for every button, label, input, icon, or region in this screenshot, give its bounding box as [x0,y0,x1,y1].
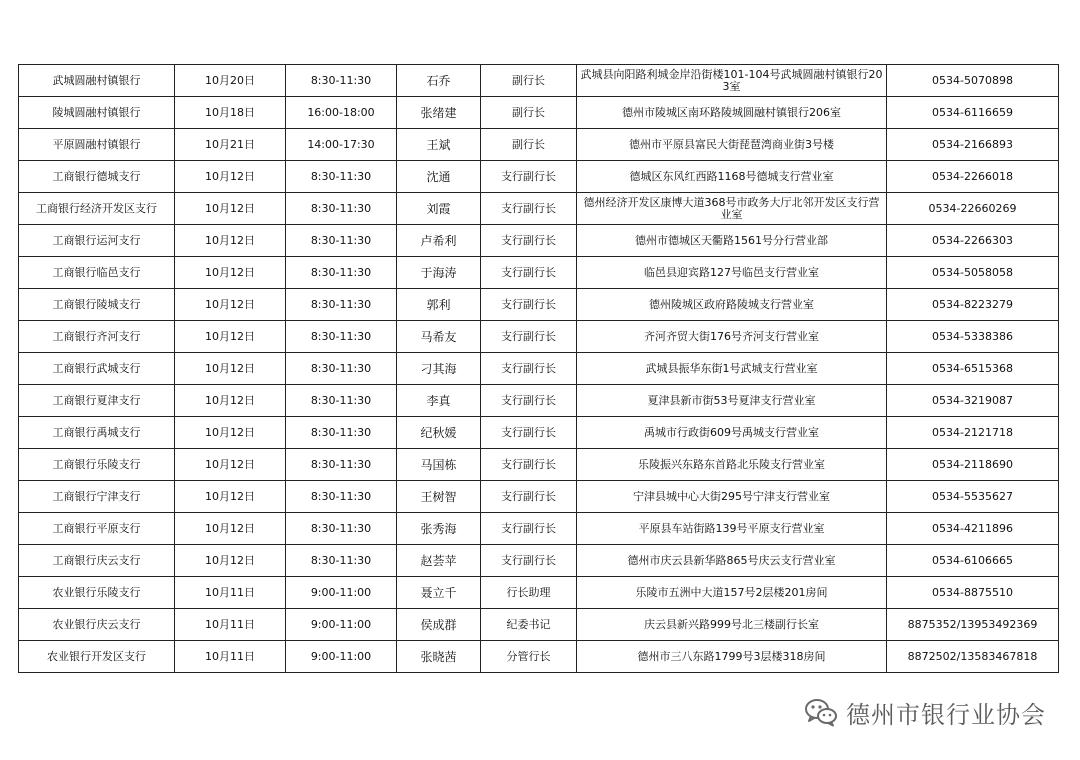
time-cell: 8:30-11:30 [286,289,397,321]
bank-cell: 农业银行乐陵支行 [19,577,175,609]
name-cell: 马国栋 [397,449,481,481]
table-row [19,641,1059,673]
date-cell: 10月12日 [175,417,286,449]
bank-cell: 工商银行禹城支行 [19,417,175,449]
time-cell: 9:00-11:00 [286,577,397,609]
bank-cell: 工商银行临邑支行 [19,257,175,289]
phone-cell: 0534-5535627 [887,481,1059,513]
name-cell: 刁其海 [397,353,481,385]
time-cell: 8:30-11:30 [286,161,397,193]
bank-cell: 农业银行开发区支行 [19,641,175,673]
position-cell: 支行副行长 [481,449,577,481]
table-row [19,161,1059,193]
time-cell: 8:30-11:30 [286,65,397,97]
name-cell: 马希友 [397,321,481,353]
address-cell: 德州市德城区天衢路1561号分行营业部 [577,225,887,257]
position-cell: 支行副行长 [481,321,577,353]
position-cell: 支行副行长 [481,513,577,545]
name-cell: 李真 [397,385,481,417]
address-cell: 德州市三八东路1799号3层楼318房间 [577,641,887,673]
time-cell: 8:30-11:30 [286,321,397,353]
name-cell: 纪秋媛 [397,417,481,449]
date-cell: 10月12日 [175,257,286,289]
reception-schedule-table [18,64,1059,673]
phone-cell: 0534-6106665 [887,545,1059,577]
date-cell: 10月12日 [175,193,286,225]
bank-cell: 工商银行德城支行 [19,161,175,193]
date-cell: 10月12日 [175,353,286,385]
table-row [19,609,1059,641]
time-cell: 8:30-11:30 [286,353,397,385]
address-cell: 乐陵振兴东路东首路北乐陵支行营业室 [577,449,887,481]
position-cell: 支行副行长 [481,353,577,385]
address-cell: 武城县向阳路利城金岸沿街楼101-104号武城圆融村镇银行203室 [577,65,887,97]
date-cell: 10月20日 [175,65,286,97]
table-row [19,513,1059,545]
schedule-sheet [18,64,1058,673]
phone-cell: 0534-8875510 [887,577,1059,609]
position-cell: 副行长 [481,65,577,97]
address-cell: 禹城市行政街609号禹城支行营业室 [577,417,887,449]
address-cell: 德州陵城区政府路陵城支行营业室 [577,289,887,321]
date-cell: 10月12日 [175,385,286,417]
date-cell: 10月11日 [175,641,286,673]
table-row [19,225,1059,257]
position-cell: 支行副行长 [481,417,577,449]
address-cell: 庆云县新兴路999号北三楼副行长室 [577,609,887,641]
date-cell: 10月18日 [175,97,286,129]
position-cell: 行长助理 [481,577,577,609]
bank-cell: 武城圆融村镇银行 [19,65,175,97]
time-cell: 8:30-11:30 [286,385,397,417]
phone-cell: 0534-2266018 [887,161,1059,193]
bank-cell: 工商银行乐陵支行 [19,449,175,481]
date-cell: 10月12日 [175,513,286,545]
name-cell: 张秀海 [397,513,481,545]
position-cell: 纪委书记 [481,609,577,641]
bank-cell: 工商银行宁津支行 [19,481,175,513]
date-cell: 10月12日 [175,449,286,481]
table-row [19,321,1059,353]
position-cell: 支行副行长 [481,225,577,257]
position-cell: 支行副行长 [481,545,577,577]
time-cell: 8:30-11:30 [286,545,397,577]
address-cell: 临邑县迎宾路127号临邑支行营业室 [577,257,887,289]
table-row [19,129,1059,161]
time-cell: 9:00-11:00 [286,641,397,673]
date-cell: 10月11日 [175,609,286,641]
table-row [19,449,1059,481]
name-cell: 沈通 [397,161,481,193]
position-cell: 分管行长 [481,641,577,673]
address-cell: 德州经济开发区康博大道368号市政务大厅北邻开发区支行营业室 [577,193,887,225]
position-cell: 支行副行长 [481,161,577,193]
table-row [19,545,1059,577]
name-cell: 王树智 [397,481,481,513]
date-cell: 10月12日 [175,289,286,321]
date-cell: 10月12日 [175,161,286,193]
phone-cell: 0534-2166893 [887,129,1059,161]
table-body [19,65,1059,673]
phone-cell: 8872502/13583467818 [887,641,1059,673]
phone-cell: 0534-2118690 [887,449,1059,481]
phone-cell: 0534-2121718 [887,417,1059,449]
address-cell: 德州市庆云县新华路865号庆云支行营业室 [577,545,887,577]
bank-cell: 工商银行经济开发区支行 [19,193,175,225]
phone-cell: 0534-5070898 [887,65,1059,97]
position-cell: 支行副行长 [481,385,577,417]
wechat-icon [804,697,838,727]
address-cell: 德州市平原县富民大街琵琶湾商业街3号楼 [577,129,887,161]
bank-cell: 工商银行运河支行 [19,225,175,257]
date-cell: 10月21日 [175,129,286,161]
table-row [19,353,1059,385]
time-cell: 8:30-11:30 [286,449,397,481]
position-cell: 支行副行长 [481,193,577,225]
time-cell: 8:30-11:30 [286,225,397,257]
address-cell: 平原县车站街路139号平原支行营业室 [577,513,887,545]
bank-cell: 工商银行武城支行 [19,353,175,385]
bank-cell: 工商银行齐河支行 [19,321,175,353]
table-row [19,417,1059,449]
table-row [19,97,1059,129]
date-cell: 10月11日 [175,577,286,609]
time-cell: 8:30-11:30 [286,481,397,513]
position-cell: 支行副行长 [481,289,577,321]
name-cell: 卢希利 [397,225,481,257]
time-cell: 8:30-11:30 [286,193,397,225]
address-cell: 德州市陵城区南环路陵城圆融村镇银行206室 [577,97,887,129]
name-cell: 郭利 [397,289,481,321]
time-cell: 8:30-11:30 [286,513,397,545]
address-cell: 武城县振华东街1号武城支行营业室 [577,353,887,385]
address-cell: 乐陵市五洲中大道157号2层楼201房间 [577,577,887,609]
name-cell: 于海涛 [397,257,481,289]
bank-cell: 农业银行庆云支行 [19,609,175,641]
name-cell: 王斌 [397,129,481,161]
name-cell: 聂立千 [397,577,481,609]
table-row [19,193,1059,225]
time-cell: 9:00-11:00 [286,609,397,641]
position-cell: 副行长 [481,129,577,161]
position-cell: 支行副行长 [481,257,577,289]
table-row [19,65,1059,97]
address-cell: 宁津县城中心大街295号宁津支行营业室 [577,481,887,513]
name-cell: 刘霞 [397,193,481,225]
bank-cell: 工商银行夏津支行 [19,385,175,417]
bank-cell: 平原圆融村镇银行 [19,129,175,161]
name-cell: 赵荟苹 [397,545,481,577]
position-cell: 副行长 [481,97,577,129]
date-cell: 10月12日 [175,225,286,257]
date-cell: 10月12日 [175,321,286,353]
address-cell: 夏津县新市街53号夏津支行营业室 [577,385,887,417]
time-cell: 8:30-11:30 [286,417,397,449]
phone-cell: 0534-2266303 [887,225,1059,257]
phone-cell: 0534-6515368 [887,353,1059,385]
phone-cell: 0534-4211896 [887,513,1059,545]
position-cell: 支行副行长 [481,481,577,513]
phone-cell: 0534-22660269 [887,193,1059,225]
table-row [19,257,1059,289]
bank-cell: 工商银行陵城支行 [19,289,175,321]
name-cell: 侯成群 [397,609,481,641]
name-cell: 石乔 [397,65,481,97]
time-cell: 16:00-18:00 [286,97,397,129]
phone-cell: 0534-5338386 [887,321,1059,353]
phone-cell: 0534-6116659 [887,97,1059,129]
date-cell: 10月12日 [175,545,286,577]
watermark-text: 德州市银行业协会 [846,700,1046,729]
phone-cell: 0534-5058058 [887,257,1059,289]
phone-cell: 0534-3219087 [887,385,1059,417]
phone-cell: 8875352/13953492369 [887,609,1059,641]
phone-cell: 0534-8223279 [887,289,1059,321]
bank-cell: 工商银行庆云支行 [19,545,175,577]
name-cell: 张绪建 [397,97,481,129]
address-cell: 德城区东风红西路1168号德城支行营业室 [577,161,887,193]
bank-cell: 工商银行平原支行 [19,513,175,545]
table-row [19,481,1059,513]
account-watermark [804,694,1046,730]
bank-cell: 陵城圆融村镇银行 [19,97,175,129]
table-row [19,577,1059,609]
time-cell: 8:30-11:30 [286,257,397,289]
address-cell: 齐河齐贸大街176号齐河支行营业室 [577,321,887,353]
name-cell: 张晓茜 [397,641,481,673]
table-row [19,289,1059,321]
time-cell: 14:00-17:30 [286,129,397,161]
table-row [19,385,1059,417]
date-cell: 10月12日 [175,481,286,513]
